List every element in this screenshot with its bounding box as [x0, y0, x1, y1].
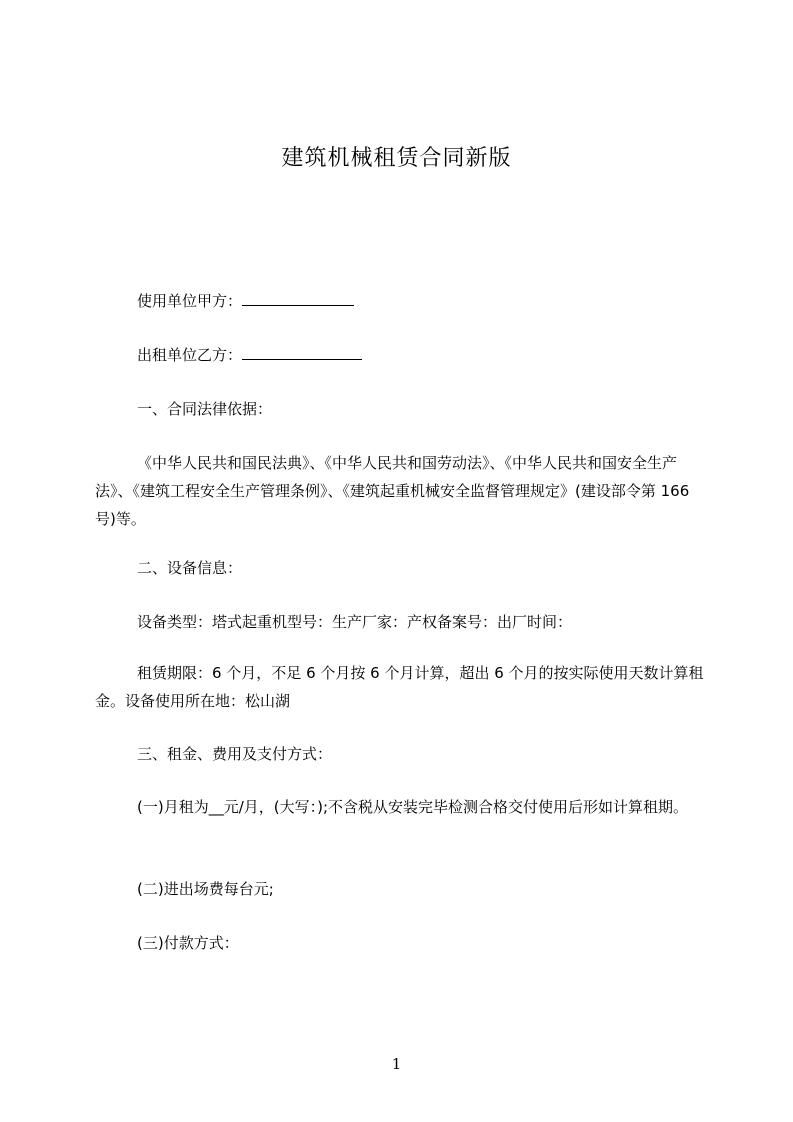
party-a-line — [95, 287, 705, 315]
section3-heading: 三、租金、费用及支付方式： — [137, 745, 333, 763]
payment-clause: (三)付款方式： — [137, 934, 239, 952]
section1-heading: 一、合同法律依据： — [137, 400, 273, 418]
equipment-info: 设备类型：塔式起重机型号：生产厂家：产权备案号：出厂时间： — [137, 613, 573, 631]
lease-term: 租赁期限：6 个月，不足 6 个月按 6 个月计算，超出 6 个月的按实际使用天数计算租金。设备使用所在地：松山湖 — [95, 664, 704, 710]
rent-clause: (一)月租为__元/月，(大写：);不含税从安装完毕检测合格交付使用后形如计算租期。 — [137, 798, 689, 816]
party-b-label: 出租单位乙方： — [137, 346, 243, 364]
section1-body: 《中华人民共和国民法典》、《中华人民共和国劳动法》、《中华人民共和国安全生产法》、《建筑工程安全生产管理条例》、《建筑起重机械安全监督管理规定》(建设部令第 166 号)等。 — [95, 454, 690, 528]
party-b-blank — [242, 345, 362, 360]
party-a-blank — [242, 291, 354, 306]
entry-fee-clause: (二)进出场费每台元; — [137, 880, 274, 898]
document-title: 建筑机械租赁合同新版 — [281, 146, 512, 171]
page-number: 1 — [391, 1055, 402, 1073]
party-b-line — [95, 341, 705, 369]
party-a-label: 使用单位甲方： — [137, 292, 243, 310]
section2-heading: 二、设备信息： — [137, 559, 243, 577]
